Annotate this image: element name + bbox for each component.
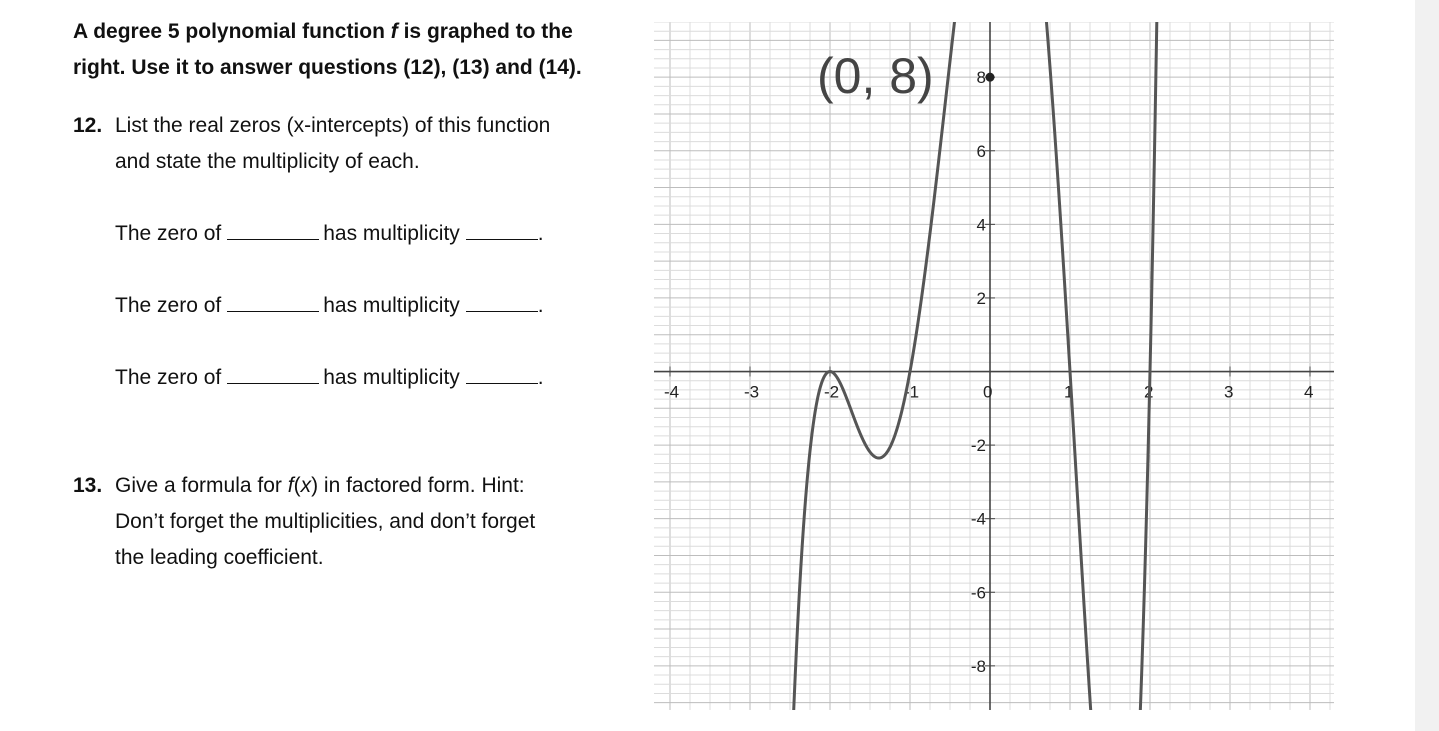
intro-paragraph [73,14,633,86]
y-tick-label: -8 [970,656,986,676]
y-tick-label: 4 [976,215,986,235]
graph-svg [654,22,1334,710]
y-tick-label: -2 [970,436,986,456]
y-tick-label: 6 [976,141,986,161]
x-tick-label: -2 [824,382,840,402]
x-tick-label: -3 [744,382,760,402]
question-13-line-2: Don’t forget the multiplicities, and don’t forget [115,510,536,533]
function-curve [779,22,1160,710]
x-tick-label: 3 [1224,382,1234,402]
question-12-number: 12. [73,114,103,137]
y-tick-label: 8 [976,68,986,88]
zero-answer-row: The zero of has multiplicity . [115,222,544,245]
point-marker [986,73,995,82]
zero-value-blank[interactable] [227,221,319,240]
multiplicity-blank[interactable] [466,365,538,384]
zero-value-blank[interactable] [227,293,319,312]
zero-answer-row: The zero of has multiplicity . [115,294,544,317]
question-13 [73,468,633,576]
polynomial-graph [654,22,1334,715]
question-13-line-1: Give a formula for f(x) in factored form. Hint: [115,474,525,497]
multiplicity-blank[interactable] [466,293,538,312]
x-tick-label: -4 [664,382,680,402]
question-12-line-2: and state the multiplicity of each. [115,150,420,173]
zero-answer-row: The zero of has multiplicity . [115,366,544,389]
x-tick-label: 2 [1144,382,1154,402]
question-13-number: 13. [73,474,103,497]
x-tick-label: 0 [983,382,993,402]
zero-value-blank[interactable] [227,365,319,384]
x-tick-label: 1 [1064,382,1074,402]
x-tick-label: 4 [1304,382,1314,402]
intro-line-2: right. Use it to answer questions (12), (13) and (14). [73,56,582,79]
y-tick-label: -6 [970,583,986,603]
multiplicity-blank[interactable] [466,221,538,240]
y-tick-label: 2 [976,288,986,308]
question-13-line-3: the leading coefficient. [115,546,324,569]
scrollbar-track[interactable] [1415,0,1439,731]
intro-line-1: A degree 5 polynomial function f is graphed to the [73,20,573,43]
y-tick-label: -4 [970,509,986,529]
point-annotation: (0, 8) [817,48,934,105]
function-name-f: f [390,20,398,43]
question-12-line-1: List the real zeros (x-intercepts) of this function [115,114,551,137]
question-12 [73,108,633,180]
x-tick-label: -1 [904,382,920,402]
